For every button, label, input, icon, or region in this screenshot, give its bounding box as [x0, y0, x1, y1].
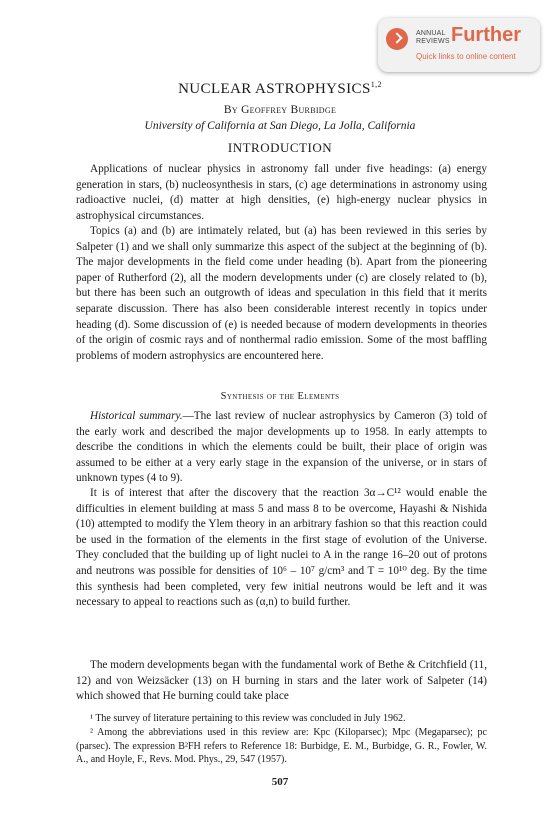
run-in-heading: Historical summary.	[90, 410, 183, 422]
badge-reviews-label: REVIEWS	[416, 38, 450, 45]
section-heading-introduction: INTRODUCTION	[227, 140, 333, 155]
footnote-2: ² Among the abbreviations used in this review are: Kpc (Kiloparsec); Mpc (Megaparsec); pc (parsec). The expression B²FH refers to Reference 18: Burbidge, E. M., Burbidge, G. R., Fowler, W. A., and Hoyle, F., Revs. Mod. Phys., 29, 547 (1957).	[76, 727, 487, 766]
paragraph-3-text: —The last review of nuclear astrophysics by Cameron (3) told of the early work and described the major developments up to 1958. In early attempts to describe the conditions in which the elements could be built, their place of origin was assumed to be either at a very early stage in the expansion of the universe, or in stars of unknown types (4 to 9).	[76, 410, 487, 485]
arrow-circle-icon	[386, 28, 408, 50]
paragraph-2: Topics (a) and (b) are intimately related, but (a) has been reviewed in this series by Salpeter (1) and we shall only summarize this aspect of the subject at the beginning of (b). The major developments in the field come under heading (b). Apart from the pioneering paper of Rutherford (2), all the modern developments under (c) are closely related to (b), but there has been such an outgrowth of ideas and speculation in this field that it merits separate discussion. There has also been considerable interest recently in topics under heading (d). Some discussion of (e) is needed because of modern developments in theories of the origin of cosmic rays and of nonthermal radio emission. Some of the most baffling problems of modern astrophysics are encountered here.	[76, 225, 487, 362]
title-footnote-marks: 1,2	[370, 80, 382, 89]
page-number: 507	[271, 776, 289, 788]
paragraph-3	[76, 409, 487, 487]
article-title	[0, 80, 560, 98]
article-title-text: NUCLEAR ASTROPHYSICS	[178, 81, 371, 97]
badge-annual-reviews	[416, 30, 450, 46]
article-author: By Geoffrey Burbidge	[223, 104, 337, 116]
paragraph-4: It is of interest that after the discovery that the reaction 3α→C¹² would enable the difficulties in element building at mass 5 and mass 8 to be overcome, Hayashi & Nishida (10) attempted to modify the Ylem theory in an arbitrary fashion so that this reaction could be used in the formation of the elements in the first stage of evolution of the Universe. They concluded that the building up of light nuclei to A in the range 16–20 out of protons and neutrons was possible for densities of 10⁶ – 10⁷ g/cm³ and T = 10¹⁰ deg. By the time this synthesis had been completed, very few initial neutrons would be left and it was necessary to appeal to reactions such as (α,n) to build further.	[76, 487, 487, 609]
footnote-1: ¹ The survey of literature pertaining to this review was concluded in July 1962.	[90, 713, 406, 724]
section-heading-synthesis: Synthesis of the Elements	[220, 391, 340, 402]
badge-further-label: Further	[451, 24, 521, 46]
badge-annual-label: ANNUAL	[416, 30, 446, 37]
badge-subtitle: Quick links to online content	[416, 52, 516, 61]
paragraph-1: Applications of nuclear physics in astronomy fall under five headings: (a) energy generation in stars, (b) nucleosynthesis in stars, (c) age determinations in astronomy using radioactive nuclei, (d) matter at high densities, (e) high-energy nuclear physics in astrophysical circumstances.	[76, 163, 487, 222]
further-reviews-badge[interactable]	[378, 18, 540, 72]
author-affiliation: University of California at San Diego, La Jolla, California	[144, 120, 416, 132]
chevron-right-icon	[391, 32, 402, 43]
paragraph-5: The modern developments began with the fundamental work of Bethe & Critchfield (11, 12) and von Weizsäcker (13) on H burning in stars and the later work of Salpeter (14) which showed that He burning could take place	[76, 659, 487, 703]
